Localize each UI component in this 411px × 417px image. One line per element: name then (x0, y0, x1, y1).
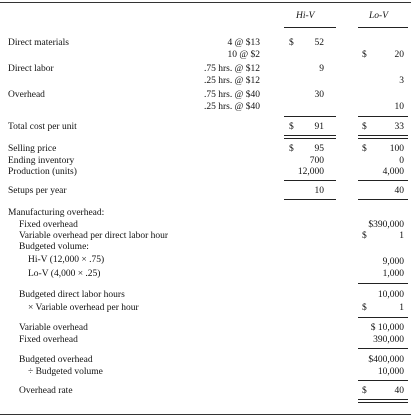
currency-symbol: $ (289, 122, 294, 132)
su-hiv: 10 (314, 186, 324, 196)
direct-labor-label: Direct labor (8, 64, 54, 74)
fo-rule (358, 348, 408, 349)
moh-xvar-label: × Variable overhead per hour (28, 303, 139, 313)
oh-lov: 10 (394, 102, 404, 112)
moh-rate-val: 40 (394, 386, 404, 396)
setups-rule-lov (358, 199, 408, 200)
dl-hiv-calc: .75 hrs. @ $12 (204, 64, 260, 74)
dm-lov: 20 (394, 50, 404, 60)
currency-symbol: $ (362, 231, 367, 241)
moh-var-rate-label: Variable overhead per direct labor hour (19, 231, 169, 241)
moh-fo-val: 390,000 (373, 335, 404, 345)
moh-fixed-label: Fixed overhead (19, 220, 78, 230)
setups-label: Setups per year (8, 186, 67, 196)
rate-double-rule (358, 399, 408, 403)
moh-bv-label: Budgeted volume: (19, 242, 89, 252)
moh-fo-label: Fixed overhead (19, 335, 78, 345)
dbv-rule (358, 380, 408, 381)
moh-bv-lov-label: Lo-V (4,000 × .25) (28, 269, 101, 279)
moh-bo-label: Budgeted overhead (19, 355, 93, 365)
oh-hiv-calc: .75 hrs. @ $40 (204, 90, 260, 100)
setups-rule-hiv (284, 199, 336, 200)
ei-lov: 0 (399, 156, 404, 166)
currency-symbol: $ (362, 386, 367, 396)
header-rule-hiv (284, 27, 336, 28)
currency-symbol: $ (362, 144, 367, 154)
sp-hiv: 95 (314, 144, 324, 154)
oh-lov-calc: .25 hrs. @ $40 (204, 102, 260, 112)
moh-dbv-val: 10,000 (377, 367, 404, 377)
total-double-rule-lov (358, 135, 408, 139)
moh-dbv-label: ÷ Budgeted volume (28, 367, 103, 377)
dm-hiv-calc: 4 @ $13 (227, 38, 260, 48)
moh-xvar-val: 1 (399, 303, 404, 313)
subtotal-rule-hiv (284, 116, 336, 117)
production-rule-hiv (284, 180, 336, 181)
moh-bv-hiv-val: 9,000 (382, 257, 404, 267)
moh-vo-label: Variable overhead (19, 323, 88, 333)
production-units-label: Production (units) (8, 167, 77, 177)
moh-fixed-val: $390,000 (368, 220, 404, 230)
currency-symbol: $ (289, 38, 294, 48)
header-hiv: Hi-V (296, 11, 315, 21)
total-cost-label: Total cost per unit (8, 122, 77, 132)
moh-vo-val: $ 10,000 (370, 323, 404, 333)
dm-lov-calc: 10 @ $2 (227, 50, 260, 60)
pu-lov: 4,000 (382, 167, 404, 177)
moh-bv-hiv-label: Hi-V (12,000 × .75) (28, 255, 105, 265)
top-rule (0, 2, 411, 3)
currency-symbol: $ (362, 122, 367, 132)
currency-symbol: $ (362, 303, 367, 313)
total-double-rule-hiv (284, 135, 336, 139)
ei-hiv: 700 (309, 156, 324, 166)
pu-hiv: 12,000 (297, 167, 324, 177)
selling-price-label: Selling price (8, 144, 57, 154)
bottom-rule (0, 414, 411, 415)
ending-inventory-label: Ending inventory (8, 156, 75, 166)
moh-bv-lov-val: 1,000 (382, 269, 404, 279)
moh-bo-val: $400,000 (368, 355, 404, 365)
tc-lov: 33 (394, 122, 404, 132)
moh-title: Manufacturing overhead: (8, 208, 105, 218)
dl-lov-calc: .25 hrs. @ $12 (204, 76, 260, 86)
header-lov: Lo-V (369, 11, 388, 21)
moh-bdlh-label: Budgeted direct labor hours (19, 290, 125, 300)
direct-materials-label: Direct materials (8, 38, 69, 48)
bv-rule (358, 283, 408, 284)
currency-symbol: $ (362, 50, 367, 60)
dl-hiv: 9 (319, 64, 324, 74)
su-lov: 40 (394, 186, 404, 196)
header-rule-lov (358, 27, 408, 28)
dl-lov: 3 (399, 76, 404, 86)
currency-symbol: $ (289, 144, 294, 154)
overhead-label: Overhead (8, 90, 45, 100)
production-rule-lov (358, 180, 408, 181)
xvar-rule (358, 317, 408, 318)
moh-bdlh-val: 10,000 (377, 290, 404, 300)
moh-rate-label: Overhead rate (19, 386, 73, 396)
tc-hiv: 91 (314, 122, 324, 132)
dm-hiv: 52 (314, 38, 324, 48)
moh-var-rate-val: 1 (399, 231, 404, 241)
sp-lov: 100 (389, 144, 404, 154)
oh-hiv: 30 (314, 90, 324, 100)
subtotal-rule-lov (358, 116, 408, 117)
